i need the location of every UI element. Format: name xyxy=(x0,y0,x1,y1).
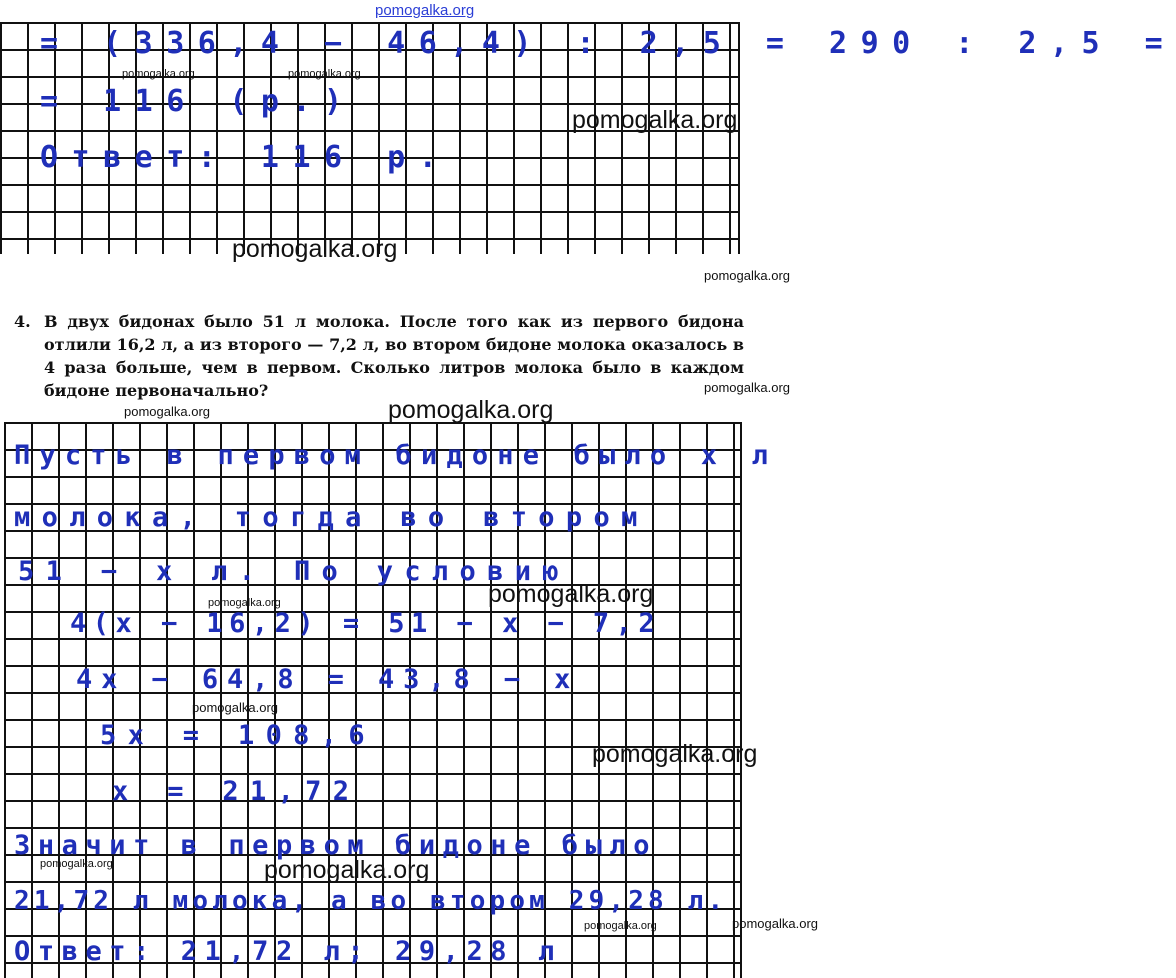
answer-line: Ответ: 21,72 л; 29,28 л xyxy=(14,936,562,967)
watermark-text: pomogalka.org xyxy=(40,858,113,870)
watermark-text: pomogalka.org xyxy=(488,580,654,608)
watermark-text: pomogalka.org xyxy=(732,916,818,931)
equation-line: х = 21,72 xyxy=(112,776,361,807)
watermark-text: pomogalka.org xyxy=(124,404,210,419)
watermark-text: pomogalka.org xyxy=(572,106,738,134)
solution-line: 51 − х л. По условию xyxy=(18,556,570,587)
task-number: 4. xyxy=(14,312,31,331)
equation-line: 4х − 64,8 = 43,8 − х xyxy=(76,664,580,695)
equation-line: 4(х − 16,2) = 51 − х − 7,2 xyxy=(70,608,662,639)
equation-line: 5х = 108,6 xyxy=(100,720,376,751)
answer-line: Ответ: 116 р. xyxy=(40,140,451,175)
watermark-text: pomogalka.org xyxy=(704,380,790,395)
solution-line: молока, тогда во втором xyxy=(14,502,649,533)
watermark-text: pomogalka.org xyxy=(388,396,554,424)
solution-line: Пусть в первом бидоне было х л xyxy=(14,440,778,471)
watermark-top-link[interactable]: pomogalka.org xyxy=(375,2,475,19)
conclusion-line: Значит в первом бидоне было xyxy=(14,830,658,861)
solution-line: = 116 (р.) xyxy=(40,84,356,119)
watermark-text: pomogalka.org xyxy=(584,920,657,932)
conclusion-line: 21,72 л молока, а во втором 29,28 л. xyxy=(14,886,728,916)
watermark-text: pomogalka.org xyxy=(208,597,281,609)
task-statement xyxy=(14,310,744,402)
watermark-text: pomogalka.org xyxy=(704,268,790,283)
watermark-text: pomogalka.org xyxy=(264,856,430,884)
solution-line: = (336,4 − 46,4) : 2,5 = 290 : 2,5 = xyxy=(40,26,1176,61)
watermark-text: pomogalka.org xyxy=(288,68,361,80)
watermark-text: pomogalka.org xyxy=(192,700,278,715)
watermark-text: pomogalka.org xyxy=(592,740,758,768)
watermark-text: pomogalka.org xyxy=(232,235,398,263)
task-text: В двух бидонах было 51 л молока. После того как из первого бидона отлили 16,2 л, а из второго — 7,2 л, во втором бидоне молока оказалось в 4 раза больше, чем в первом. Сколько литров молока было в каждом бидоне первоначально? xyxy=(44,312,744,400)
watermark-text: pomogalka.org xyxy=(122,68,195,80)
